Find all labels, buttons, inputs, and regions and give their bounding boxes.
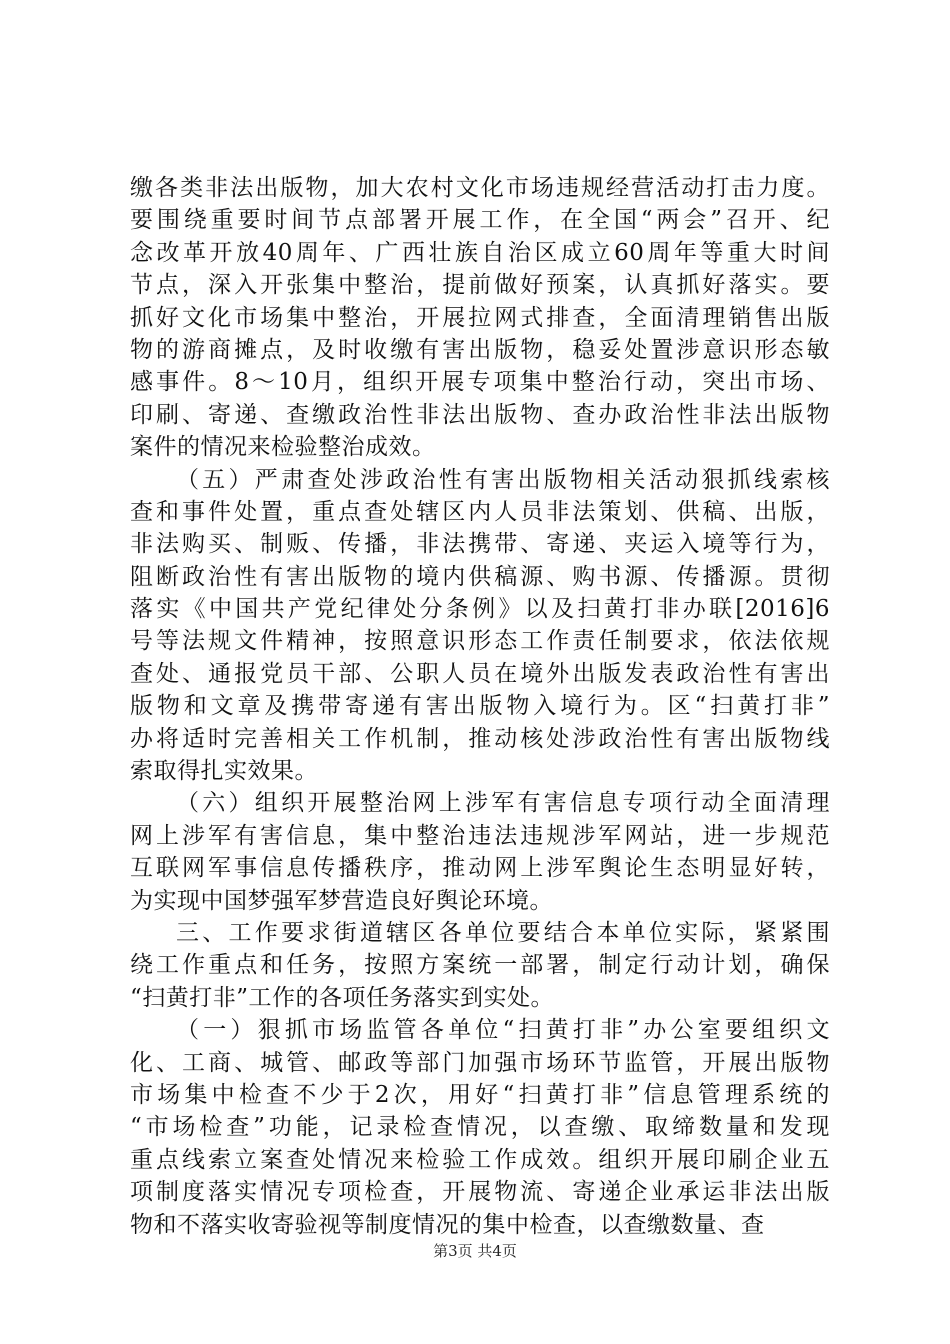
text-line: 号等法规文件精神，按照意识形态工作责任制要求，依法依规	[130, 628, 830, 655]
paragraph	[130, 917, 830, 1014]
text-line: 物和不落实收寄验视等制度情况的集中检查，以查缴数量、查	[130, 1211, 765, 1238]
text-line: 念改革开放40周年、广西壮族自治区成立60周年等重大时间	[130, 239, 830, 266]
text-line: 查和事件处置，重点查处辖区内人员非法策划、供稿、出版，	[130, 498, 830, 525]
text-line: 三、工作要求街道辖区各单位要结合本单位实际，紧紧围	[176, 919, 830, 946]
text-line: （六）组织开展整治网上涉军有害信息专项行动全面清理	[176, 790, 830, 817]
text-line: 重点线索立案查处情况来检验工作成效。组织开展印刷企业五	[130, 1146, 830, 1173]
text-line: 落实《中国共产党纪律处分条例》以及扫黄打非办联[2016]6	[130, 596, 830, 623]
text-line: （五）严肃查处涉政治性有害出版物相关活动狠抓线索核	[176, 466, 830, 493]
text-line: 互联网军事信息传播秩序，推动网上涉军舆论生态明显好转，	[130, 855, 830, 882]
text-line: 阻断政治性有害出版物的境内供稿源、购书源、传播源。贯彻	[130, 563, 830, 590]
paragraph	[130, 787, 830, 917]
text-line: 案件的情况来检验整治成效。	[130, 434, 436, 461]
text-line: 为实现中国梦强军梦营造良好舆论环境。	[130, 887, 553, 914]
text-line: “市场检查”功能，记录检查情况，以查缴、取缔数量和发现	[130, 1114, 830, 1141]
page-footer: 第3页 共4页	[433, 1242, 517, 1260]
text-line: 网上涉军有害信息，集中整治违法违规涉军网站，进一步规范	[130, 822, 830, 849]
text-line: 物的游商摊点，及时收缴有害出版物，稳妥处置涉意识形态敏	[130, 336, 830, 363]
paragraph	[130, 172, 830, 464]
text-line: 抓好文化市场集中整治，开展拉网式排查，全面清理销售出版	[130, 304, 830, 331]
text-line: 市场集中检查不少于2次，用好“扫黄打非”信息管理系统的	[130, 1081, 830, 1108]
text-line: 印刷、寄递、查缴政治性非法出版物、查办政治性非法出版物	[130, 401, 830, 428]
text-line: 节点，深入开张集中整治，提前做好预案，认真抓好落实。要	[130, 272, 830, 299]
text-line: 索取得扎实效果。	[130, 758, 318, 785]
text-line: 项制度落实情况专项检查，开展物流、寄递企业承运非法出版	[130, 1179, 830, 1206]
text-line: （一）狠抓市场监管各单位“扫黄打非”办公室要组织文	[176, 1017, 830, 1044]
text-line: 化、工商、城管、邮政等部门加强市场环节监管，开展出版物	[130, 1049, 830, 1076]
paragraph	[130, 1014, 830, 1241]
text-line: 办将适时完善相关工作机制，推动核处涉政治性有害出版物线	[130, 725, 830, 752]
text-line: “扫黄打非”工作的各项任务落实到实处。	[130, 984, 555, 1011]
text-line: 查处、通报党员干部、公职人员在境外出版发表政治性有害出	[130, 660, 830, 687]
text-line: 缴各类非法出版物，加大农村文化市场违规经营活动打击力度。	[130, 175, 830, 201]
text-line: 绕工作重点和任务，按照方案统一部署，制定行动计划，确保	[130, 952, 830, 979]
document-body	[130, 172, 830, 1241]
text-line: 要围绕重要时间节点部署开展工作，在全国“两会”召开、纪	[130, 207, 830, 234]
paragraph	[130, 464, 830, 788]
text-line: 感事件。8～10月，组织开展专项集中整治行动，突出市场、	[130, 369, 830, 396]
text-line: 版物和文章及携带寄递有害出版物入境行为。区“扫黄打非”	[130, 693, 830, 720]
text-line: 非法购买、制贩、传播，非法携带、寄递、夹运入境等行为，	[130, 531, 830, 558]
